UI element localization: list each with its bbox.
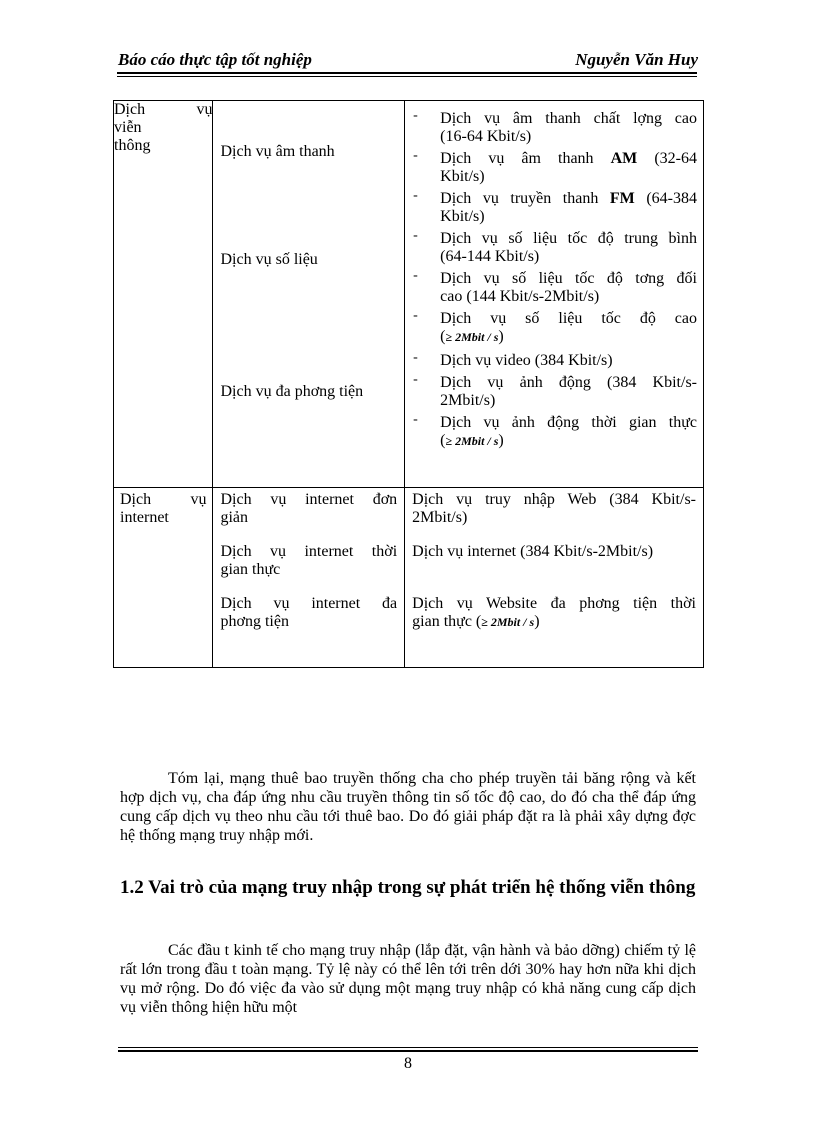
category-text: viễn: [114, 119, 142, 136]
list-item: - Dịch vụ truyền thanh FM (64-384 Kbit/s): [413, 190, 697, 226]
category-text: internet: [120, 509, 169, 526]
desc-website: Dịch vụ Website đa phơng tiện thời gian thực (≥ 2Mbit / s): [412, 595, 696, 630]
subcategory-cell: [213, 101, 405, 488]
category-text: Dịch vụ: [114, 101, 213, 118]
services-table: [113, 100, 704, 668]
category-cell-vienthong: [114, 101, 213, 488]
math-expression: gian thực (≥ 2Mbit / s): [412, 613, 540, 630]
math-expression: (≥ 2Mbit / s): [440, 432, 504, 449]
header-title: Báo cáo thực tập tốt nghiệp: [118, 50, 312, 69]
sub-internet-simple: Dịch vụ internet đơn giản: [220, 491, 398, 526]
section-heading: 1.2 Vai trò của mạng truy nhập trong sự phát triển hệ thống viễn thông: [120, 877, 696, 898]
header-rule-thin: [117, 76, 697, 77]
list-item: - Dịch vụ âm thanh AM (32-64 Kbit/s): [413, 150, 697, 186]
list-item: - Dịch vụ số liệu tốc độ tơng đối cao (144 Kbit/s-2Mbit/s): [413, 270, 697, 306]
sub-multimedia: Dịch vụ đa phơng tiện: [220, 383, 364, 400]
header-author: Nguyễn Văn Huy: [575, 50, 698, 69]
paragraph-summary: Tóm lại, mạng thuê bao truyền thống cha cho phép truyền tải băng rộng và kết hợp dịch vụ, cha đáp ứng nhu cầu truyền thông tin số tốc độ cao, do đó cha thể đáp ứng cung cấp dịch vụ theo nhu cầu tới thuê bao. Do đó giải pháp đặt ra là phải xây dựng đợc hệ thống mạng truy nhập mới.: [120, 770, 696, 844]
sub-audio: Dịch vụ âm thanh: [220, 143, 335, 160]
description-cell: [405, 101, 704, 488]
paragraph-investment: Các đầu t kinh tế cho mạng truy nhập (lắp đặt, vận hành và bảo dỡng) chiếm tỷ lệ rất lớn trong đầu t toàn mạng. Tỷ lệ này có thể lên tới trên dới 30% hay hơn nữa khi dịch vụ mở rộng. Do đó việc đa vào sử dụng một mạng truy nhập có khả năng cung cấp dịch vụ viễn thông hiện hữu một: [120, 942, 696, 1016]
list-item: - Dịch vụ số liệu tốc độ trung bình (64-144 Kbit/s): [413, 230, 697, 266]
table-row: [114, 101, 704, 488]
page-header: [118, 50, 698, 72]
footer-rule-thick: [118, 1050, 698, 1052]
category-text: Dịch vụ: [120, 491, 207, 508]
sub-internet-multimedia: Dịch vụ internet đa phơng tiện: [220, 595, 398, 630]
footer-rule-thin: [118, 1047, 698, 1048]
list-item: - Dịch vụ âm thanh chất lợng cao (16-64 Kbit/s): [413, 110, 697, 146]
page-number: 8: [404, 1055, 412, 1072]
category-cell-internet: [114, 488, 213, 668]
desc-internet: Dịch vụ internet (384 Kbit/s-2Mbit/s): [412, 543, 654, 560]
list-item: - Dịch vụ ảnh động (384 Kbit/s- 2Mbit/s): [413, 374, 697, 410]
math-expression: (≥ 2Mbit / s): [440, 328, 504, 345]
subcategory-cell: [213, 488, 405, 668]
header-rule-thick: [117, 72, 697, 74]
table-row: [114, 488, 704, 668]
list-item: - Dịch vụ video (384 Kbit/s): [413, 352, 697, 370]
description-cell: [405, 488, 704, 668]
sub-internet-realtime: Dịch vụ internet thời gian thực: [220, 543, 398, 578]
desc-web-access: Dịch vụ truy nhập Web (384 Kbit/s- 2Mbit/s): [412, 491, 696, 526]
category-text: thông: [114, 137, 151, 154]
list-item: - Dịch vụ ảnh động thời gian thực (≥ 2Mbit / s): [413, 414, 697, 450]
list-item: - Dịch vụ số liệu tốc độ cao (≥ 2Mbit / s): [413, 310, 697, 346]
service-list: [405, 110, 703, 450]
sub-data: Dịch vụ số liệu: [220, 251, 318, 268]
